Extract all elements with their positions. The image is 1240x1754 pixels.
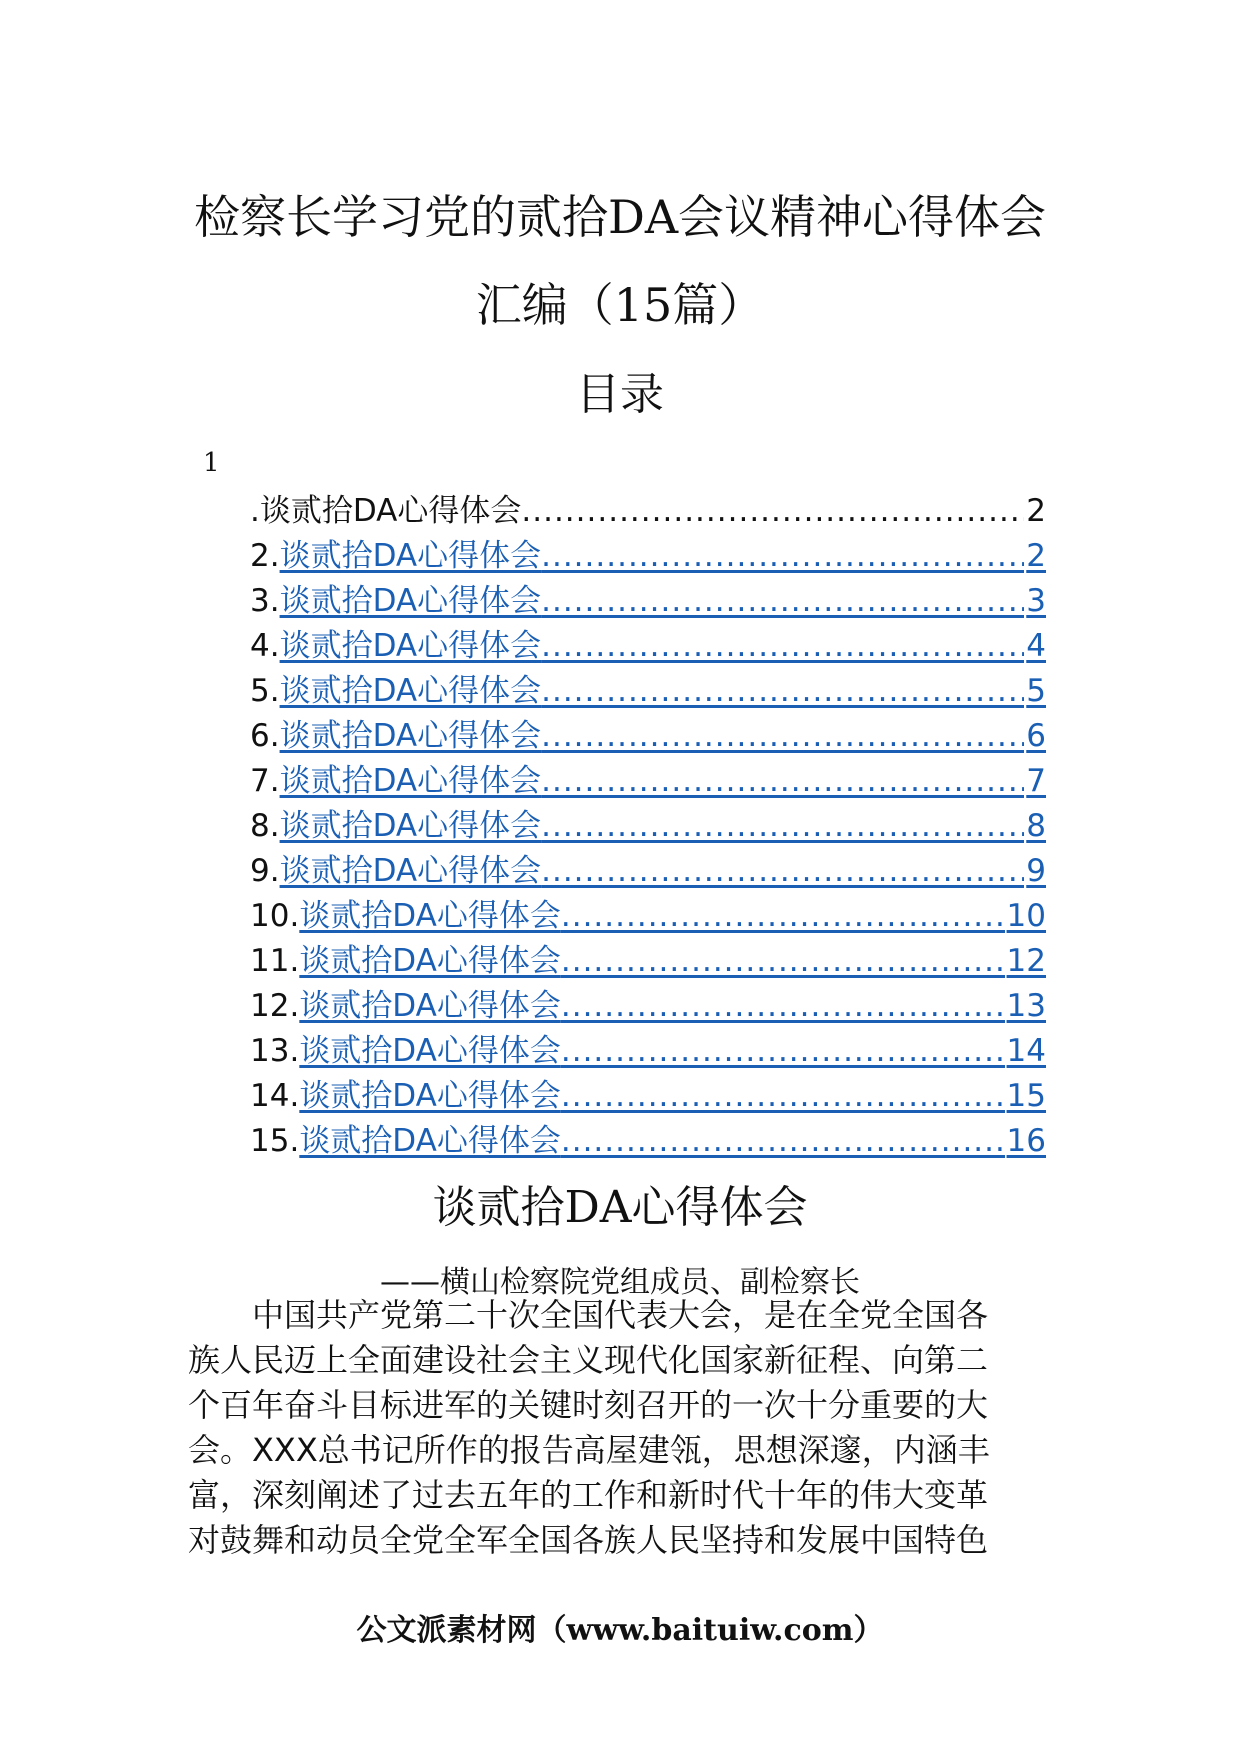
toc-link[interactable] [280,800,1046,845]
toc-row [250,530,1046,575]
toc-number: 6. [250,718,280,754]
toc-number: 12. [250,988,300,1024]
toc-number: 11. [250,943,300,979]
toc-number: 10. [250,898,300,934]
toc-row [250,1115,1046,1160]
toc-entry-text: 谈贰拾DA心得体会 [299,988,561,1024]
toc-page-number: 10 [1006,898,1046,934]
toc-page-number: 6 [1026,718,1046,754]
toc-page-number: 7 [1026,763,1046,799]
toc-leader-dots [541,718,1024,754]
toc-entry-text: 谈贰拾DA心得体会 [279,538,542,574]
toc-row [250,890,1046,935]
toc-entry-text: 谈贰拾DA心得体会 [299,943,561,979]
toc-row [250,1070,1046,1115]
toc-row [250,665,1046,710]
toc-number: 15. [250,1123,300,1159]
toc-link[interactable] [299,1115,1046,1160]
toc-number: 5. [250,673,280,709]
toc-link[interactable] [299,890,1046,935]
toc-leader-dots [561,943,1005,979]
toc-row [250,620,1046,665]
toc-page-number: 2 [1026,538,1046,574]
toc-page-number: 5 [1026,673,1046,709]
article-byline: ——横山检察院党组成员、副检察长 [380,1265,860,1300]
toc-link[interactable] [280,620,1046,665]
toc-page-number: 15 [1006,1078,1046,1114]
toc-entry-text: 谈贰拾DA心得体会 [299,898,561,934]
toc-entry-text: 谈贰拾DA心得体会 [279,718,542,754]
toc-leader-dots [561,1033,1005,1069]
toc-link[interactable] [299,1025,1046,1070]
document-title-line-1: 检察长学习党的贰拾DA会议精神心得体会 [193,190,1047,244]
document-title-line-2: 汇编（15篇） [475,278,765,332]
toc-leader-dots [561,988,1005,1024]
toc-entry-text: 谈贰拾DA心得体会 [299,1078,561,1114]
toc-leader-dots [561,1123,1005,1159]
toc-page-number: 3 [1026,583,1046,619]
toc-page-number: 13 [1006,988,1046,1024]
toc-number: 7. [250,763,280,799]
toc-link[interactable] [299,935,1046,980]
toc-leader-dots [541,583,1024,619]
toc-leader-dots [541,853,1024,889]
toc-entry-text: 谈贰拾DA心得体会 [299,1123,561,1159]
toc-leader-dots [541,763,1024,799]
article-body-line: 对鼓舞和动员全党全军全国各族人民坚持和发展中国特色 [188,1521,989,1559]
toc-leader-dots [521,493,1024,529]
toc-link[interactable] [250,485,1046,530]
article-body-line: 中国共产党第二十次全国代表大会，是在全党全国各 [252,1296,989,1334]
toc-row [250,800,1046,845]
toc-number: 8. [250,808,280,844]
toc-link[interactable] [280,575,1046,620]
toc-link[interactable] [280,530,1046,575]
toc-leader-dots [541,808,1024,844]
toc-row [250,710,1046,755]
toc-entry-text: .谈贰拾DA心得体会 [250,493,522,529]
toc-link[interactable] [299,1070,1046,1115]
toc-heading: 目录 [576,369,664,420]
article-body-line: 会。XXX总书记所作的报告高屋建瓴，思想深邃，内涵丰 [188,1431,990,1469]
toc-page-number: 4 [1026,628,1046,664]
article-body-line: 族人民迈上全面建设社会主义现代化国家新征程、向第二 [188,1341,989,1379]
toc-number: 14. [250,1078,300,1114]
toc-entry-text: 谈贰拾DA心得体会 [279,853,542,889]
toc-row [250,935,1046,980]
toc-number: 2. [250,538,280,574]
toc-link[interactable] [280,665,1046,710]
toc-leader-dots [561,898,1005,934]
toc-entry-text: 谈贰拾DA心得体会 [279,628,542,664]
toc-leader-dots [561,1078,1005,1114]
toc-row [250,485,1046,530]
toc-number: 4. [250,628,280,664]
article-body-line: 个百年奋斗目标进军的关键时刻召开的一次十分重要的大 [188,1386,989,1424]
toc-entry-text: 谈贰拾DA心得体会 [299,1033,561,1069]
toc-leader-dots [541,628,1024,664]
toc-row [250,845,1046,890]
toc-link[interactable] [280,710,1046,755]
footer-watermark: 公文派素材网（www.baituiw.com） [356,1613,884,1648]
toc-link[interactable] [280,755,1046,800]
toc-leader-dots [541,538,1024,574]
toc-entry-text: 谈贰拾DA心得体会 [279,583,542,619]
toc-page-number: 9 [1026,853,1046,889]
table-of-contents [250,485,1046,1160]
toc-page-number: 2 [1026,493,1046,529]
article-title: 谈贰拾DA心得体会 [432,1182,808,1233]
toc-number: 3. [250,583,280,619]
toc-number: 9. [250,853,280,889]
toc-page-number: 16 [1006,1123,1046,1159]
toc-link[interactable] [280,845,1046,890]
toc-page-number: 12 [1006,943,1046,979]
article-body [188,1293,1052,1563]
toc-row [250,575,1046,620]
toc-entry-text: 谈贰拾DA心得体会 [279,763,542,799]
toc-marker: 1 [203,448,220,478]
toc-entry-text: 谈贰拾DA心得体会 [279,808,542,844]
toc-row [250,1025,1046,1070]
toc-leader-dots [541,673,1024,709]
article-body-line: 富，深刻阐述了过去五年的工作和新时代十年的伟大变革 [188,1476,989,1514]
toc-link[interactable] [299,980,1046,1025]
toc-number: 13. [250,1033,300,1069]
toc-row [250,755,1046,800]
toc-page-number: 14 [1006,1033,1046,1069]
toc-entry-text: 谈贰拾DA心得体会 [279,673,542,709]
toc-row [250,980,1046,1025]
toc-page-number: 8 [1026,808,1046,844]
